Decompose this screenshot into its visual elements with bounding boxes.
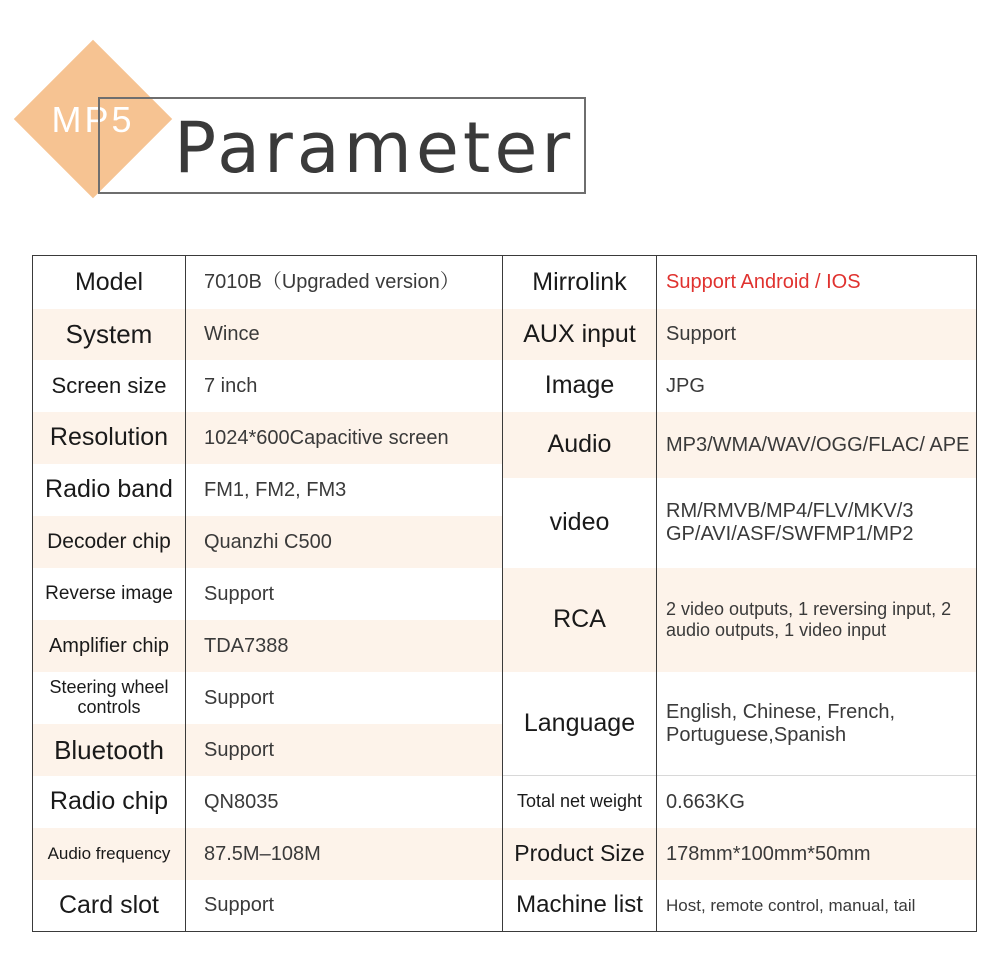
spec-value: RM/RMVB/MP4/FLV/MKV/3 GP/AVI/ASF/SWFMP1/MP2 [666, 500, 914, 545]
spec-label: AUX input [503, 309, 656, 360]
spec-label: Decoder chip [33, 516, 185, 568]
spec-value: 2 video outputs, 1 reversing input, 2 audio outputs, 1 video input [657, 568, 976, 672]
spec-value: 0.663KG [666, 790, 745, 813]
row-divider [503, 775, 976, 776]
spec-table [32, 255, 977, 932]
spec-label: Mirrolink [532, 267, 627, 296]
spec-label: Radio band [45, 475, 173, 504]
spec-value: 178mm*100mm*50mm [657, 828, 976, 880]
spec-value: MP3/WMA/WAV/OGG/FLAC/ APE [657, 412, 976, 478]
spec-value: FM1, FM2, FM3 [204, 478, 347, 501]
spec-value: QN8035 [204, 790, 279, 813]
spec-label: Total net weight [516, 791, 643, 812]
spec-label: RCA [503, 568, 656, 672]
spec-label: Bluetooth [33, 724, 185, 776]
column-divider [502, 256, 503, 931]
column-divider [185, 256, 186, 931]
mp5-badge-label: MP5 [51, 99, 135, 140]
column-divider [656, 256, 657, 931]
spec-value: 1024*600Capacitive screen [186, 412, 502, 464]
spec-value: Support [204, 894, 275, 916]
spec-label: Radio chip [49, 787, 169, 816]
spec-value: JPG [666, 374, 705, 397]
spec-value-highlight: Support Android / IOS [666, 271, 861, 293]
spec-label: Product Size [503, 828, 656, 880]
spec-label: Image [544, 371, 615, 400]
spec-label: Screen size [51, 372, 167, 398]
spec-value: Quanzhi C500 [186, 516, 502, 568]
spec-label: Reverse image [45, 582, 173, 604]
spec-label: Amplifier chip [33, 620, 185, 672]
spec-label: video [549, 508, 610, 537]
page-title: Parameter [174, 107, 575, 189]
spec-value: 7 inch [204, 374, 258, 397]
spec-label: Card slot [58, 890, 160, 919]
spec-value: Support [204, 686, 275, 709]
spec-label: System [33, 309, 185, 360]
spec-value: Support [204, 582, 275, 605]
spec-value: 7010B（Upgraded version） [204, 271, 460, 293]
spec-label: Steering wheel controls [49, 677, 169, 717]
spec-label: Resolution [33, 412, 185, 464]
spec-value: Host, remote control, manual, tail [666, 895, 916, 915]
spec-label: Language [523, 709, 636, 738]
spec-value: Wince [186, 309, 502, 360]
spec-value: Support [186, 724, 502, 776]
spec-value: 87.5M–108M [186, 828, 502, 880]
spec-value: Support [657, 309, 976, 360]
spec-label: Model [74, 267, 144, 296]
spec-value: English, Chinese, French, Portuguese,Spanish [666, 701, 896, 746]
spec-label: Machine list [516, 891, 643, 919]
spec-value: TDA7388 [186, 620, 502, 672]
spec-label: Audio [503, 412, 656, 478]
spec-label: Audio frequency [33, 828, 185, 880]
